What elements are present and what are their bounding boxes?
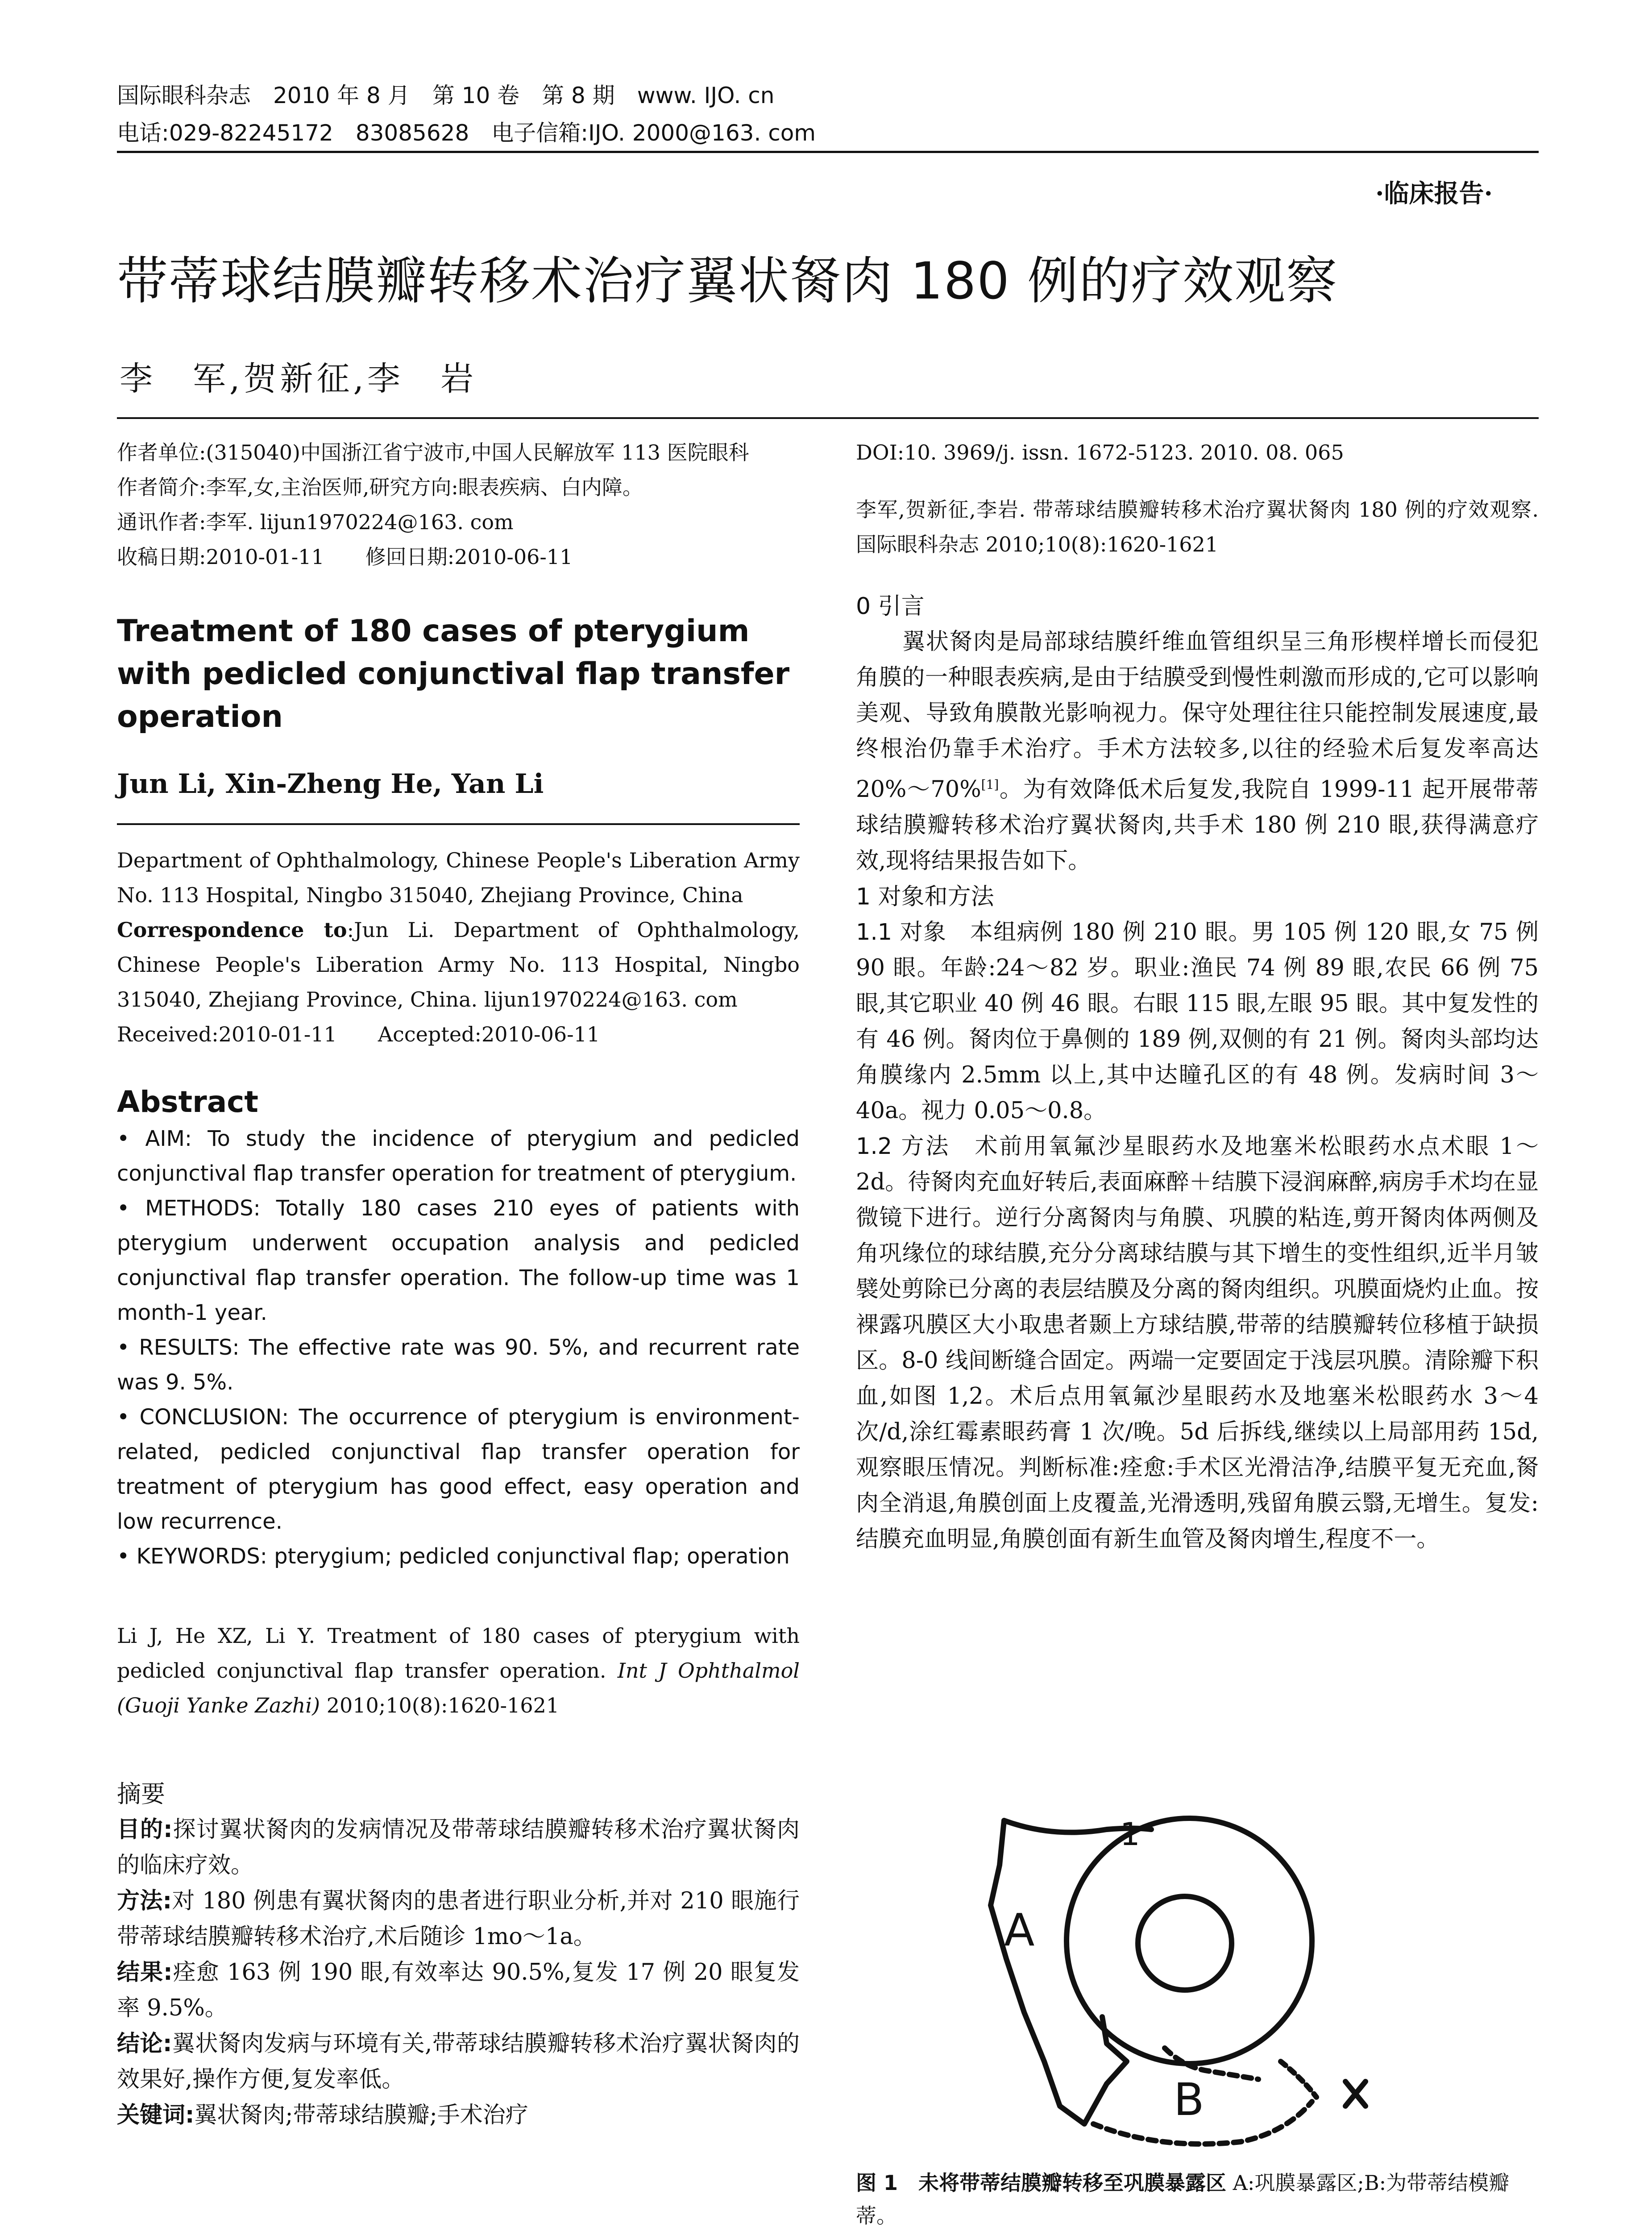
- zhaiyao-heading: 摘要: [117, 1780, 165, 1808]
- english-authors: Jun Li, Xin-Zheng He, Yan Li: [117, 768, 544, 800]
- intro-heading: 0 引言: [856, 593, 925, 620]
- english-rule: [117, 823, 800, 825]
- article-title: 带蒂球结膜瓣转移术治疗翼状胬肉 180 例的疗效观察: [117, 251, 1338, 311]
- pupil-circle: [1138, 1896, 1232, 1990]
- flap-a-outline: [991, 1820, 1127, 2124]
- right-column: [856, 435, 1539, 1557]
- conclusion-text: 翼状胬肉发病与环境有关,带蒂球结膜瓣转移术治疗翼状胬肉的效果好,操作方便,复发率低。: [117, 2031, 800, 2093]
- citation-suffix: 2010;10(8):1620-1621: [326, 1693, 560, 1717]
- citation-journal: Int J Ophthalmol (Guoji Yanke Zazhi): [117, 1659, 800, 1717]
- figure-label-a: A: [1004, 1904, 1035, 1956]
- correspondence-text: :Jun Li. Department of Ophthalmology, Chinese People's Liberation Army No. 113 Hospital, Ningbo 315040, Zhejiang Province, China. lijun1970224@163. com: [117, 918, 800, 1012]
- results-text: 痊愈 163 例 190 眼,有效率达 90.5%,复发 17 例 20 眼复发率 9.5%。: [117, 1959, 800, 2021]
- figure-label-b: B: [1174, 2073, 1204, 2126]
- zhaiyao-results: [117, 1955, 800, 2026]
- caption-text: A:巩膜暴露区;B:为带蒂结模瓣蒂。: [856, 2171, 1510, 2228]
- zhaiyao-aim: [117, 1812, 800, 1883]
- journal-header-line2: 电话:029-82245172 83085628 电子信箱:IJO. 2000@163. com: [117, 120, 816, 146]
- abstract-results: • RESULTS: The effective rate was 90. 5%, and recurrent rate was 9. 5%.: [117, 1335, 800, 1395]
- figure-label-1: 1: [1120, 1816, 1140, 1853]
- figure-1-caption: [856, 2166, 1539, 2231]
- left-column: [117, 435, 800, 2133]
- doi: DOI:10. 3969/j. issn. 1672-5123. 2010. 08. 065: [856, 440, 1344, 464]
- results-label: 结果:: [117, 1959, 173, 1986]
- article-authors: 李 军,贺新征,李 岩: [120, 360, 477, 398]
- subjects-text: 本组病例 180 例 210 眼。男 105 例 120 眼,女 75 例 90 眼。年龄:24～82 岁。职业:渔民 74 例 89 眼,农民 66 例 75 眼,其它职业 40 例 46 眼。右眼 115 眼,左眼 95 眼。其中复发性的有 46 例。胬肉位于鼻侧的 189 例,双侧的有 21 例。胬肉头部均达角膜缘内 2.5mm 以上,其中达瞳孔区的有 48 例。发病时间 3～40a。视力 0.05～0.8。: [856, 919, 1539, 1124]
- intro-text-2: 。为有效降低术后复发,我院自 1999-11 起开展带蒂球结膜瓣转移术治疗翼状胬肉,共手术 180 例 210 眼,获得满意疗效,现将结果报告如下。: [856, 776, 1539, 874]
- intro-text: 翼状胬肉是局部球结膜纤维血管组织呈三角形楔样增长而侵犯角膜的一种眼表疾病,是由于结膜受到慢性刺激而形成的,它可以影响美观、导致角膜散光影响视力。保守处理往往只能控制发展速度,最终根治仍靠手术治疗。手术方法较多,以往的经验术后复发率高达 20%～70%: [856, 629, 1539, 803]
- abstract-conclusion: • CONCLUSION: The occurrence of pterygium is environment-related, pedicled conjunctival flap transfer operation for treatment of pterygium has good effect, easy operation and low recurrence.: [117, 1405, 800, 1534]
- figure-1: [973, 1812, 1392, 2151]
- suture-mark: [1345, 2082, 1366, 2106]
- keywords-text: 翼状胬肉;带蒂球结膜瓣;手术治疗: [194, 2102, 528, 2128]
- author-unit: 作者单位:(315040)中国浙江省宁波市,中国人民解放军 113 医院眼科: [117, 440, 749, 464]
- intro-ref: [1]: [981, 777, 999, 792]
- figure-1-drawing: [973, 1812, 1392, 2151]
- english-correspondence: [117, 912, 800, 1017]
- english-title: Treatment of 180 cases of pterygium with pedicled conjunctival flap transfer operation: [117, 614, 790, 734]
- methods-subjects: [856, 915, 1539, 1129]
- citation-prefix: Li J, He XZ, Li Y. Treatment of 180 cases of pterygium with pedicled conjunctival flap transfer operation.: [117, 1624, 800, 1683]
- aim-label: 目的:: [117, 1816, 173, 1843]
- abstract-methods: • METHODS: Totally 180 cases 210 eyes of patients with pterygium underwent occupation analysis and pedicled conjunctival flap transfer operation. The follow-up time was 1 month-1 year.: [117, 1196, 800, 1325]
- zhaiyao-methods: [117, 1883, 800, 1955]
- flap-b-side-dashed: [1281, 2061, 1316, 2097]
- abstract-aim: • AIM: To study the incidence of pterygium and pedicled conjunctival flap transfer operation for treatment of pterygium.: [117, 1126, 800, 1186]
- subjects-label: 1.1 对象: [856, 919, 947, 945]
- section-tag: ·临床报告·: [1375, 179, 1493, 208]
- methods-text: 对 180 例患有翼状胬肉的患者进行职业分析,并对 210 眼施行带蒂球结膜瓣转移术治疗,术后随诊 1mo～1a。: [117, 1888, 800, 1950]
- procedure-text: 术前用氧氟沙星眼药水及地塞米松眼药水点术眼 1～2d。待胬肉充血好转后,表面麻醉＋结膜下浸润麻醉,病房手术均在显微镜下进行。逆行分离胬肉与角膜、巩膜的粘连,剪开胬肉体两侧及角巩缘位的球结膜,充分分离球结膜与其下增生的变性组织,近半月皱襞处剪除已分离的表层结膜及分离的胬肉组织。巩膜面烧灼止血。按裸露巩膜区大小取患者颞上方球结膜,带蒂的结膜瓣转位移植于缺损区。8-0 线间断缝合固定。两端一定要固定于浅层巩膜。清除瓣下积血,如图 1,2。术后点用氧氟沙星眼药水及地塞米松眼药水 3～4 次/d,涂红霉素眼药膏 1 次/晚。5d 后拆线,继续以上局部用药 15d,观察眼压情况。判断标准:痊愈:手术区光滑洁净,结膜平复无充血,胬肉全消退,角膜创面上皮覆盖,光滑透明,残留角膜云翳,无增生。复发:结膜充血明显,角膜创面有新生血管及胬肉增生,程度不一。: [856, 1133, 1539, 1552]
- aim-text: 探讨翼状胬肉的发病情况及带蒂球结膜瓣转移术治疗翼状胬肉的临床疗效。: [117, 1816, 800, 1879]
- abstract-keywords: • KEYWORDS: pterygium; pedicled conjunctival flap; operation: [117, 1544, 790, 1569]
- conclusion-label: 结论:: [117, 2031, 172, 2057]
- intro-paragraph: [856, 624, 1539, 879]
- methods-heading: 1 对象和方法: [856, 883, 994, 910]
- caption-label: 图 1 未将带蒂结膜瓣转移至巩膜暴露区: [856, 2171, 1227, 2195]
- english-affiliation: Department of Ophthalmology, Chinese People's Liberation Army No. 113 Hospital, Ningbo 315040, Zhejiang Province, China: [117, 848, 800, 907]
- english-citation: [117, 1618, 800, 1723]
- procedure-label: 1.2 方法: [856, 1133, 951, 1160]
- keywords-label: 关键词:: [117, 2102, 195, 2128]
- methods-procedure: [856, 1129, 1539, 1557]
- author-bio: 作者简介:李军,女,主治医师,研究方向:眼表疾病、白内障。: [117, 475, 643, 499]
- correspondence-label: Correspondence to: [117, 918, 347, 942]
- zhaiyao-conclusion: [117, 2026, 800, 2098]
- abstract-heading: Abstract: [117, 1085, 258, 1119]
- header-rule: [117, 151, 1539, 153]
- author-correspondence: 通讯作者:李军. lijun1970224@163. com: [117, 510, 514, 534]
- zhaiyao-keywords: [117, 2098, 800, 2133]
- methods-label: 方法:: [117, 1888, 172, 1914]
- chinese-citation: 李军,贺新征,李岩. 带蒂球结膜瓣转移术治疗翼状胬肉 180 例的疗效观察. 国际眼科杂志 2010;10(8):1620-1621: [856, 498, 1539, 556]
- title-rule: [117, 417, 1539, 419]
- author-dates: 收稿日期:2010-01-11 修回日期:2010-06-11: [117, 545, 573, 569]
- english-received: Received:2010-01-11 Accepted:2010-06-11: [117, 1022, 600, 1046]
- journal-header-line1: 国际眼科杂志 2010 年 8 月 第 10 卷 第 8 期 www. IJO. cn: [117, 83, 775, 108]
